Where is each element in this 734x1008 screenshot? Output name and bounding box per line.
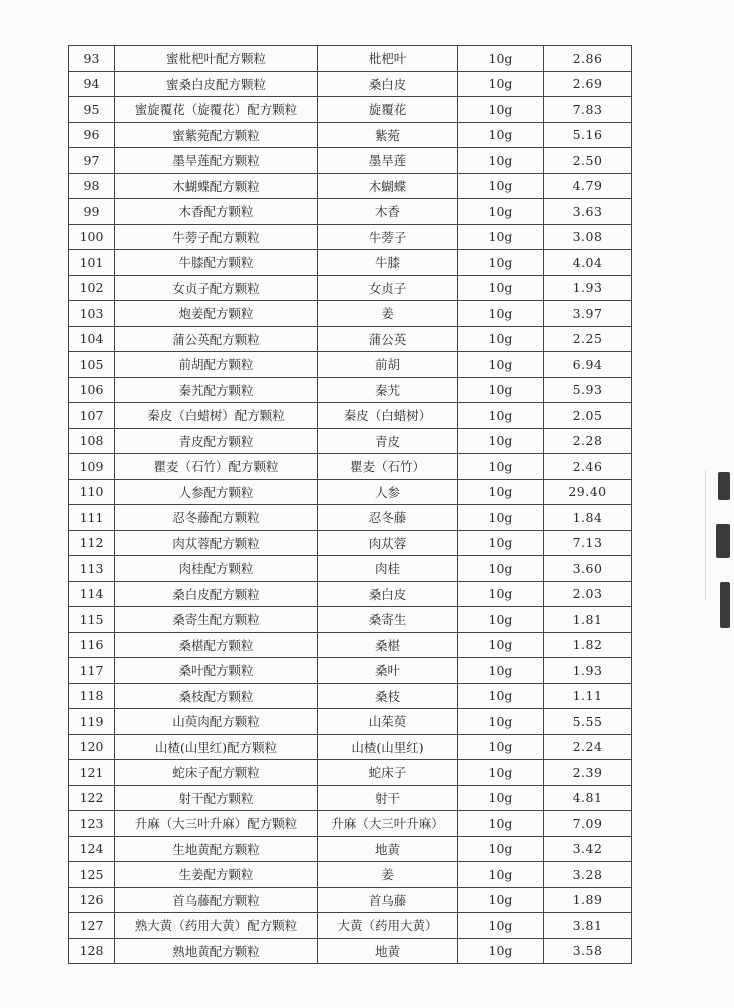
price-cell: 2.28 [544, 428, 632, 454]
price-cell: 1.82 [544, 632, 632, 658]
row-number-cell: 101 [69, 250, 115, 276]
table-row [69, 658, 632, 684]
row-number-cell: 117 [69, 658, 115, 684]
product-name-cell: 木蝴蝶配方颗粒 [115, 173, 318, 199]
price-cell: 2.25 [544, 326, 632, 352]
herb-name-cell: 忍冬藤 [318, 505, 458, 531]
herb-name-cell: 桑寄生 [318, 607, 458, 633]
price-cell: 1.93 [544, 658, 632, 684]
product-name-cell: 桑枝配方颗粒 [115, 683, 318, 709]
product-name-cell: 生地黄配方颗粒 [115, 836, 318, 862]
herb-name-cell: 紫菀 [318, 122, 458, 148]
spec-cell: 10g [458, 428, 544, 454]
product-name-cell: 肉苁蓉配方颗粒 [115, 530, 318, 556]
table-row [69, 97, 632, 123]
herb-name-cell: 女贞子 [318, 275, 458, 301]
spec-cell: 10g [458, 97, 544, 123]
herb-name-cell: 蒲公英 [318, 326, 458, 352]
spec-cell: 10g [458, 862, 544, 888]
herb-name-cell: 秦皮（白蜡树） [318, 403, 458, 429]
price-cell: 1.81 [544, 607, 632, 633]
spec-cell: 10g [458, 148, 544, 174]
table-row [69, 913, 632, 939]
row-number-cell: 115 [69, 607, 115, 633]
table-row [69, 862, 632, 888]
spec-cell: 10g [458, 530, 544, 556]
row-number-cell: 111 [69, 505, 115, 531]
row-number-cell: 108 [69, 428, 115, 454]
herb-name-cell: 墨旱莲 [318, 148, 458, 174]
table-row [69, 836, 632, 862]
table-row [69, 148, 632, 174]
price-cell: 5.55 [544, 709, 632, 735]
herb-name-cell: 大黄（药用大黄） [318, 913, 458, 939]
product-name-cell: 木香配方颗粒 [115, 199, 318, 225]
spec-cell: 10g [458, 607, 544, 633]
spec-cell: 10g [458, 326, 544, 352]
table-row [69, 556, 632, 582]
row-number-cell: 118 [69, 683, 115, 709]
table-row [69, 760, 632, 786]
table-row [69, 301, 632, 327]
row-number-cell: 114 [69, 581, 115, 607]
table-row [69, 275, 632, 301]
spec-cell: 10g [458, 275, 544, 301]
table-row [69, 250, 632, 276]
row-number-cell: 107 [69, 403, 115, 429]
edge-mark [718, 472, 730, 500]
scan-edge-marks [712, 462, 734, 652]
row-number-cell: 121 [69, 760, 115, 786]
table-row [69, 377, 632, 403]
row-number-cell: 109 [69, 454, 115, 480]
price-cell: 3.81 [544, 913, 632, 939]
product-name-cell: 牛膝配方颗粒 [115, 250, 318, 276]
herb-name-cell: 青皮 [318, 428, 458, 454]
herb-name-cell: 木蝴蝶 [318, 173, 458, 199]
product-name-cell: 桑白皮配方颗粒 [115, 581, 318, 607]
price-cell: 3.63 [544, 199, 632, 225]
product-name-cell: 牛蒡子配方颗粒 [115, 224, 318, 250]
herb-name-cell: 地黄 [318, 938, 458, 964]
herb-name-cell: 秦艽 [318, 377, 458, 403]
price-cell: 4.04 [544, 250, 632, 276]
herb-name-cell: 前胡 [318, 352, 458, 378]
spec-cell: 10g [458, 71, 544, 97]
spec-cell: 10g [458, 352, 544, 378]
product-name-cell: 前胡配方颗粒 [115, 352, 318, 378]
product-name-cell: 熟地黄配方颗粒 [115, 938, 318, 964]
row-number-cell: 127 [69, 913, 115, 939]
row-number-cell: 100 [69, 224, 115, 250]
product-name-cell: 升麻（大三叶升麻）配方颗粒 [115, 811, 318, 837]
herb-name-cell: 射干 [318, 785, 458, 811]
price-cell: 2.24 [544, 734, 632, 760]
price-cell: 5.16 [544, 122, 632, 148]
table-body [69, 46, 632, 964]
herb-name-cell: 木香 [318, 199, 458, 225]
product-name-cell: 秦艽配方颗粒 [115, 377, 318, 403]
row-number-cell: 124 [69, 836, 115, 862]
table-row [69, 224, 632, 250]
spec-cell: 10g [458, 301, 544, 327]
table-row [69, 683, 632, 709]
table-row [69, 326, 632, 352]
spec-cell: 10g [458, 556, 544, 582]
price-cell: 3.42 [544, 836, 632, 862]
spec-cell: 10g [458, 785, 544, 811]
table-row [69, 173, 632, 199]
herb-name-cell: 桑白皮 [318, 71, 458, 97]
product-name-cell: 蛇床子配方颗粒 [115, 760, 318, 786]
product-name-cell: 熟大黄（药用大黄）配方颗粒 [115, 913, 318, 939]
product-name-cell: 女贞子配方颗粒 [115, 275, 318, 301]
spec-cell: 10g [458, 709, 544, 735]
herb-name-cell: 蛇床子 [318, 760, 458, 786]
product-name-cell: 山楂(山里红)配方颗粒 [115, 734, 318, 760]
table-row [69, 785, 632, 811]
table-row [69, 530, 632, 556]
table-row [69, 479, 632, 505]
herb-name-cell: 桑枝 [318, 683, 458, 709]
spec-cell: 10g [458, 811, 544, 837]
table-row [69, 734, 632, 760]
price-cell: 7.09 [544, 811, 632, 837]
row-number-cell: 116 [69, 632, 115, 658]
row-number-cell: 119 [69, 709, 115, 735]
herb-name-cell: 桑白皮 [318, 581, 458, 607]
spec-cell: 10g [458, 760, 544, 786]
spec-cell: 10g [458, 887, 544, 913]
product-name-cell: 山萸肉配方颗粒 [115, 709, 318, 735]
product-name-cell: 忍冬藤配方颗粒 [115, 505, 318, 531]
spec-cell: 10g [458, 505, 544, 531]
price-cell: 2.86 [544, 46, 632, 72]
spec-cell: 10g [458, 734, 544, 760]
row-number-cell: 93 [69, 46, 115, 72]
price-cell: 3.28 [544, 862, 632, 888]
row-number-cell: 110 [69, 479, 115, 505]
row-number-cell: 120 [69, 734, 115, 760]
row-number-cell: 102 [69, 275, 115, 301]
price-cell: 1.93 [544, 275, 632, 301]
product-name-cell: 射干配方颗粒 [115, 785, 318, 811]
product-name-cell: 墨旱莲配方颗粒 [115, 148, 318, 174]
price-cell: 6.94 [544, 352, 632, 378]
price-cell: 2.46 [544, 454, 632, 480]
product-name-cell: 蜜枇杷叶配方颗粒 [115, 46, 318, 72]
table-row [69, 581, 632, 607]
spec-cell: 10g [458, 632, 544, 658]
table-row [69, 199, 632, 225]
spec-cell: 10g [458, 454, 544, 480]
spec-cell: 10g [458, 224, 544, 250]
herb-name-cell: 桑椹 [318, 632, 458, 658]
herb-name-cell: 人参 [318, 479, 458, 505]
spec-cell: 10g [458, 683, 544, 709]
spec-cell: 10g [458, 658, 544, 684]
price-cell: 1.89 [544, 887, 632, 913]
table-row [69, 352, 632, 378]
price-table [68, 45, 632, 964]
table-row [69, 122, 632, 148]
price-cell: 2.03 [544, 581, 632, 607]
herb-name-cell: 牛蒡子 [318, 224, 458, 250]
price-cell: 29.40 [544, 479, 632, 505]
price-cell: 7.83 [544, 97, 632, 123]
price-cell: 2.39 [544, 760, 632, 786]
spec-cell: 10g [458, 836, 544, 862]
table-row [69, 403, 632, 429]
table-row [69, 938, 632, 964]
row-number-cell: 99 [69, 199, 115, 225]
spec-cell: 10g [458, 938, 544, 964]
price-cell: 1.84 [544, 505, 632, 531]
row-number-cell: 106 [69, 377, 115, 403]
product-name-cell: 蜜旋覆花（旋覆花）配方颗粒 [115, 97, 318, 123]
product-name-cell: 蒲公英配方颗粒 [115, 326, 318, 352]
product-name-cell: 桑寄生配方颗粒 [115, 607, 318, 633]
product-name-cell: 瞿麦（石竹）配方颗粒 [115, 454, 318, 480]
herb-name-cell: 首乌藤 [318, 887, 458, 913]
table-row [69, 454, 632, 480]
price-cell: 2.69 [544, 71, 632, 97]
table-row [69, 607, 632, 633]
herb-name-cell: 肉桂 [318, 556, 458, 582]
product-name-cell: 首乌藤配方颗粒 [115, 887, 318, 913]
product-name-cell: 桑椹配方颗粒 [115, 632, 318, 658]
herb-name-cell: 地黄 [318, 836, 458, 862]
price-cell: 2.05 [544, 403, 632, 429]
row-number-cell: 105 [69, 352, 115, 378]
spec-cell: 10g [458, 479, 544, 505]
table-row [69, 887, 632, 913]
row-number-cell: 123 [69, 811, 115, 837]
row-number-cell: 96 [69, 122, 115, 148]
row-number-cell: 97 [69, 148, 115, 174]
product-name-cell: 蜜桑白皮配方颗粒 [115, 71, 318, 97]
row-number-cell: 98 [69, 173, 115, 199]
row-number-cell: 128 [69, 938, 115, 964]
product-name-cell: 人参配方颗粒 [115, 479, 318, 505]
product-name-cell: 生姜配方颗粒 [115, 862, 318, 888]
price-cell: 3.97 [544, 301, 632, 327]
herb-name-cell: 肉苁蓉 [318, 530, 458, 556]
herb-name-cell: 旋覆花 [318, 97, 458, 123]
product-name-cell: 青皮配方颗粒 [115, 428, 318, 454]
table-row [69, 428, 632, 454]
herb-name-cell: 瞿麦（石竹） [318, 454, 458, 480]
spec-cell: 10g [458, 122, 544, 148]
table-row [69, 505, 632, 531]
table-row [69, 811, 632, 837]
table-row [69, 632, 632, 658]
herb-name-cell: 姜 [318, 862, 458, 888]
row-number-cell: 125 [69, 862, 115, 888]
edge-mark [720, 582, 730, 628]
product-name-cell: 秦皮（白蜡树）配方颗粒 [115, 403, 318, 429]
row-number-cell: 126 [69, 887, 115, 913]
herb-name-cell: 升麻（大三叶升麻） [318, 811, 458, 837]
spec-cell: 10g [458, 46, 544, 72]
price-cell: 2.50 [544, 148, 632, 174]
scan-fold-line [705, 470, 706, 600]
table-row [69, 709, 632, 735]
row-number-cell: 104 [69, 326, 115, 352]
row-number-cell: 113 [69, 556, 115, 582]
edge-mark [716, 524, 730, 558]
table-row [69, 46, 632, 72]
price-cell: 3.60 [544, 556, 632, 582]
spec-cell: 10g [458, 250, 544, 276]
product-name-cell: 炮姜配方颗粒 [115, 301, 318, 327]
row-number-cell: 103 [69, 301, 115, 327]
herb-name-cell: 姜 [318, 301, 458, 327]
spec-cell: 10g [458, 913, 544, 939]
row-number-cell: 122 [69, 785, 115, 811]
price-cell: 3.08 [544, 224, 632, 250]
spec-cell: 10g [458, 199, 544, 225]
row-number-cell: 94 [69, 71, 115, 97]
spec-cell: 10g [458, 581, 544, 607]
herb-name-cell: 山楂(山里红) [318, 734, 458, 760]
price-cell: 4.79 [544, 173, 632, 199]
herb-name-cell: 牛膝 [318, 250, 458, 276]
herb-name-cell: 枇杷叶 [318, 46, 458, 72]
table-row [69, 71, 632, 97]
price-cell: 4.81 [544, 785, 632, 811]
spec-cell: 10g [458, 173, 544, 199]
product-name-cell: 肉桂配方颗粒 [115, 556, 318, 582]
price-cell: 1.11 [544, 683, 632, 709]
row-number-cell: 112 [69, 530, 115, 556]
product-name-cell: 桑叶配方颗粒 [115, 658, 318, 684]
herb-name-cell: 桑叶 [318, 658, 458, 684]
price-cell: 5.93 [544, 377, 632, 403]
herb-name-cell: 山茱萸 [318, 709, 458, 735]
row-number-cell: 95 [69, 97, 115, 123]
spec-cell: 10g [458, 403, 544, 429]
price-cell: 7.13 [544, 530, 632, 556]
spec-cell: 10g [458, 377, 544, 403]
product-name-cell: 蜜紫菀配方颗粒 [115, 122, 318, 148]
price-cell: 3.58 [544, 938, 632, 964]
